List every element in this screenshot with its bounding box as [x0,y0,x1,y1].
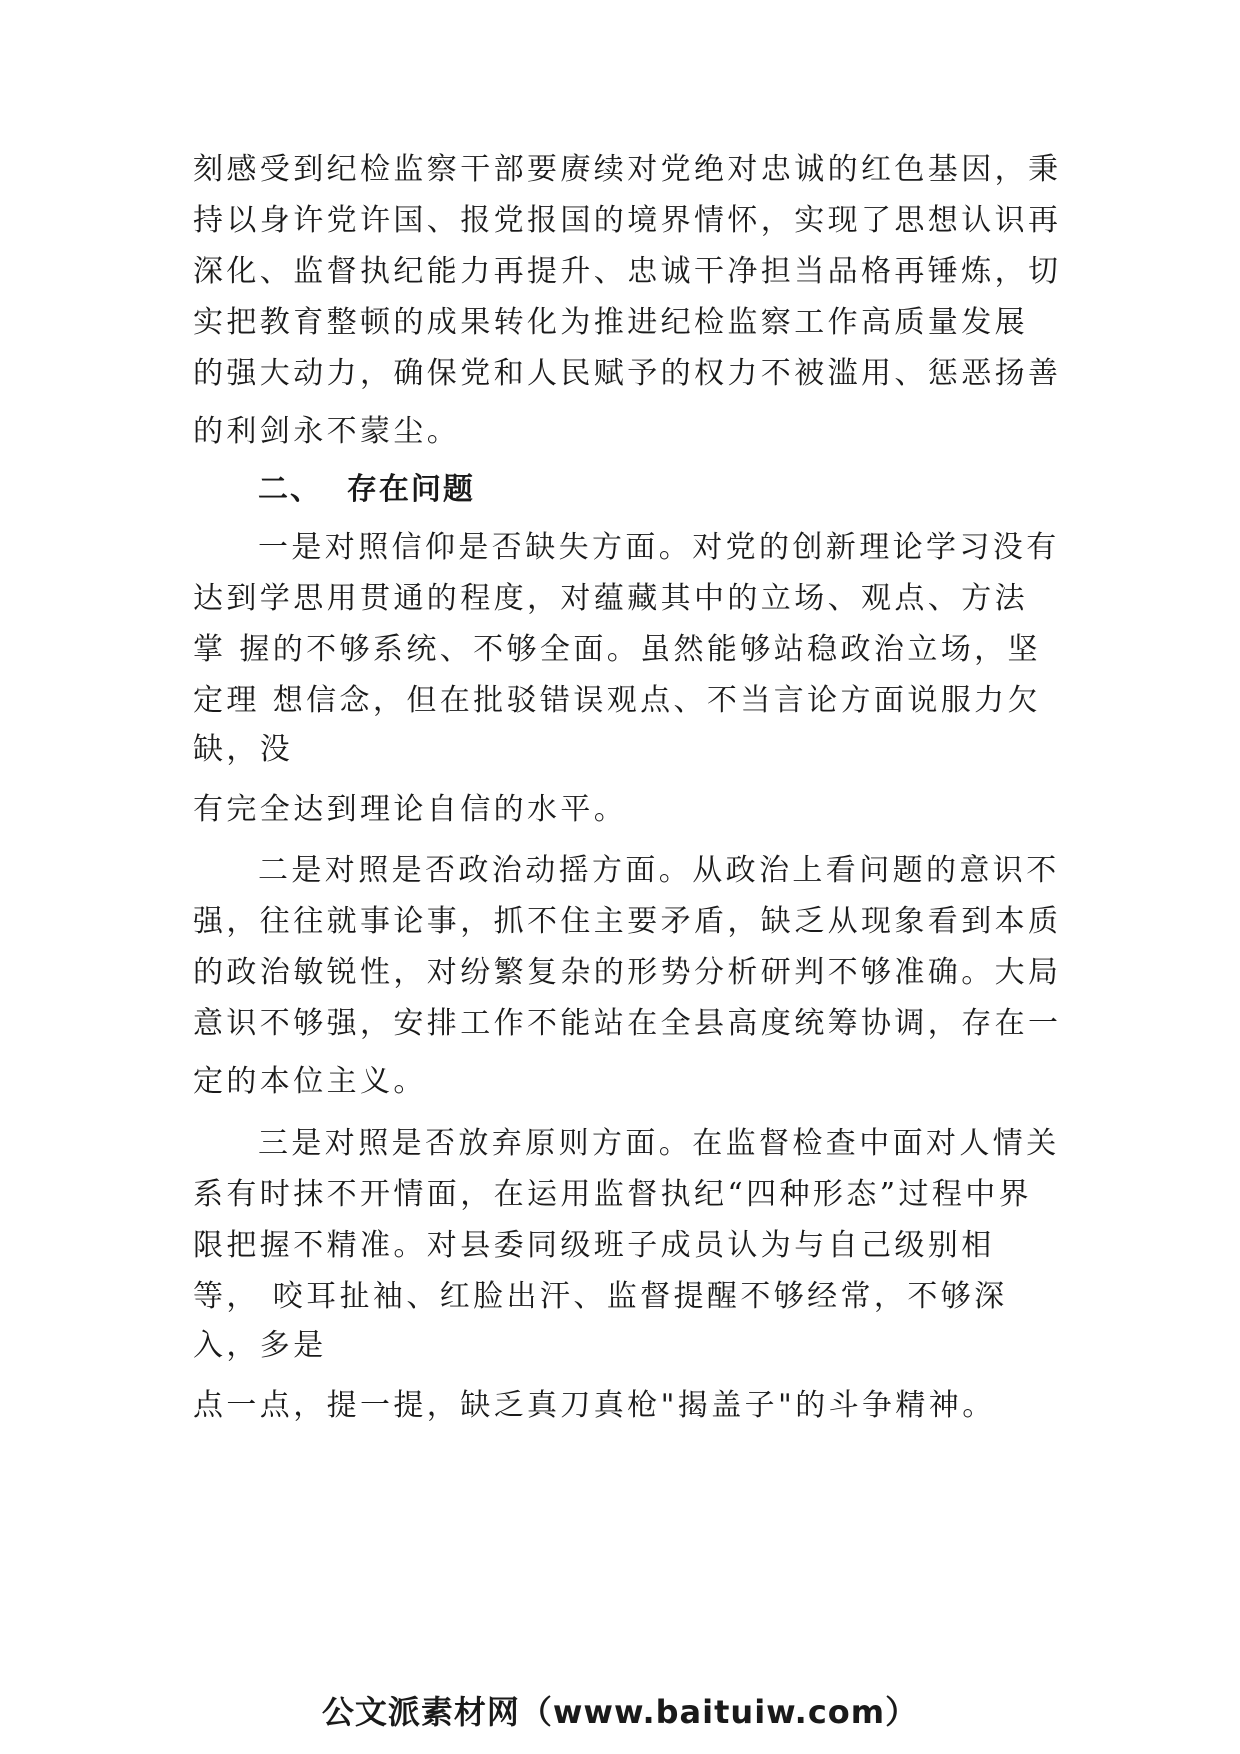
section-heading: 二、 存在问题 [258,472,475,507]
paragraph-line-9: 掌 握的不够系统、不够全面。虽然能够站稳政治立场，坚 [193,632,1041,667]
paragraph-line-15: 的政治敏锐性，对纷繁复杂的形势分析研判不够准确。大局 [193,955,1062,990]
paragraph-line-18: 三是对照是否放弃原则方面。在监督检查中面对人情关 [258,1126,1060,1161]
paragraph-line-16: 意识不够强，安排工作不能站在全县高度统筹协调，存在一 [193,1006,1062,1041]
paragraph-line-3: 深化、监督执纪能力再提升、忠诚干净担当品格再锤炼，切 [193,254,1062,289]
paragraph-line-21: 等， 咬耳扯袖、红脸出汗、监督提醒不够经常，不够深 [193,1279,1008,1314]
paragraph-line-5: 的强大动力，确保党和人民赋予的权力不被滥用、惩恶扬善 [193,356,1062,391]
paragraph-line-12: 有完全达到理论自信的水平。 [193,792,628,827]
paragraph-line-8: 达到学思用贯通的程度，对蕴藏其中的立场、观点、方法 [193,581,1028,616]
paragraph-line-4: 实把教育整顿的成果转化为推进纪检监察工作高质量发展 [193,305,1028,340]
paragraph-line-20: 限把握不精准。对县委同级班子成员认为与自己级别相 [193,1228,995,1263]
paragraph-line-13: 二是对照是否政治动摇方面。从政治上看问题的意识不 [258,853,1060,888]
paragraph-line-19: 系有时抹不开情面，在运用监督执纪“四种形态”过程中界 [193,1177,1033,1212]
paragraph-line-10: 定理 想信念，但在批驳错误观点、不当言论方面说服力欠 [193,683,1041,718]
footer-watermark: 公文派素材网（www.baituiw.com） [321,1693,919,1731]
paragraph-line-7: 一是对照信仰是否缺失方面。对党的创新理论学习没有 [258,530,1060,565]
paragraph-line-11: 缺，没 [193,732,294,767]
paragraph-line-22: 入，多是 [193,1328,327,1363]
paragraph-line-2: 持以身许党许国、报党报国的境界情怀，实现了思想认识再 [193,203,1062,238]
paragraph-line-23: 点一点，提一提，缺乏真刀真枪"揭盖子"的斗争精神。 [193,1388,996,1423]
paragraph-line-6: 的利剑永不蒙尘。 [193,414,461,449]
paragraph-line-14: 强，往往就事论事，抓不住主要矛盾，缺乏从现象看到本质 [193,904,1062,939]
paragraph-line-1: 刻感受到纪检监察干部要赓续对党绝对忠诚的红色基因，秉 [193,152,1062,187]
paragraph-line-17: 定的本位主义。 [193,1064,427,1099]
